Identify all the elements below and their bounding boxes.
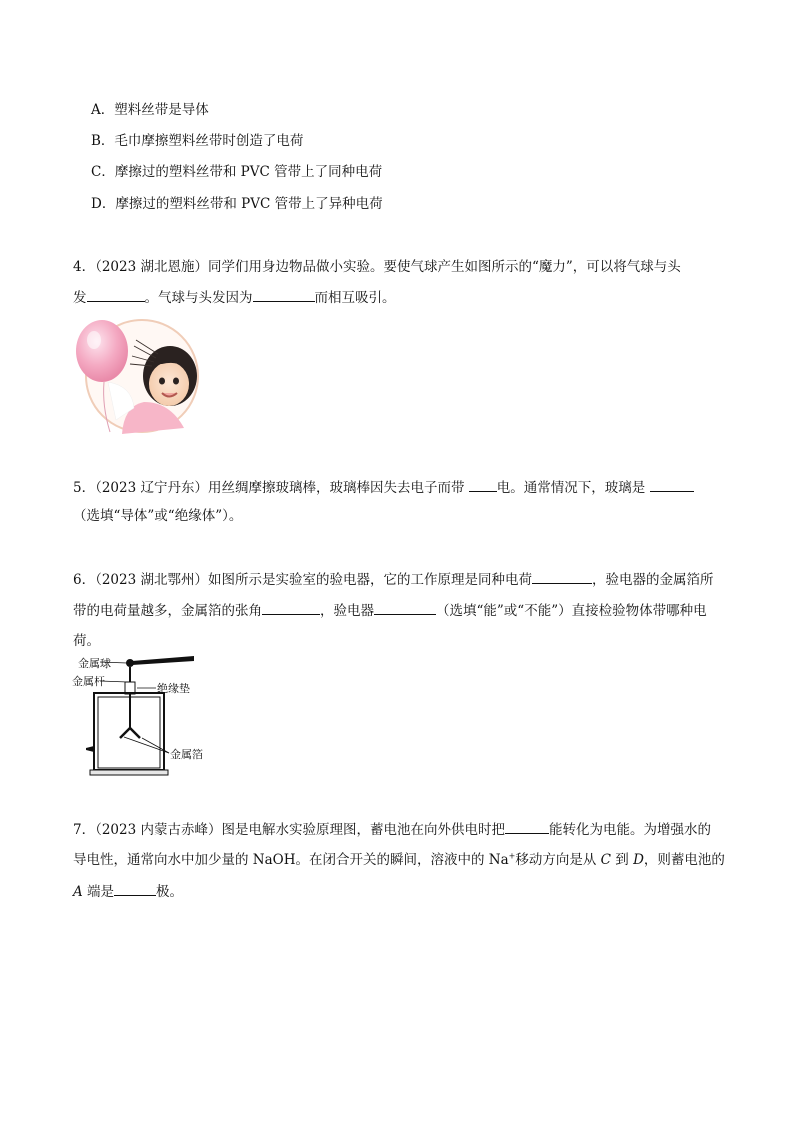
answer-blank[interactable] [374,600,436,615]
question-4-line-2: 发 。气球与头发因为 而相互吸引。 [73,287,396,308]
option-d: D．摩擦过的塑料丝带和 PVC 管带上了异种电荷 [91,196,383,212]
option-c: C．摩擦过的塑料丝带和 PVC 管带上了同种电荷 [91,164,383,180]
option-b: B．毛巾摩擦塑料丝带时创造了电荷 [91,133,304,149]
option-a: A．塑料丝带是导体 [91,102,209,118]
question-6-line-3: 荷。 [73,633,100,649]
question-6-line-2: 带的电荷量越多，金属箔的张角 ，验电器 （选填“能”或“不能”）直接检验物体带哪种电 [73,600,707,621]
label-metal-foil: 金属箔 [170,748,203,761]
question-6-line-1: 6．（2023 湖北鄂州）如图所示是实验室的验电器，它的工作原理是同种电荷 ，验电器的金属箔所 [73,569,714,590]
label-metal-rod: 金属杆 [72,675,105,688]
question-5-line-1: 5．（2023 辽宁丹东）用丝绸摩擦玻璃棒，玻璃棒因失去电子而带 电。通常情况下，玻璃是 [73,477,694,498]
answer-blank[interactable] [114,881,156,896]
question-7-line-1: 7．（2023 内蒙古赤峰）图是电解水实验原理图，蓄电池在向外供电时把 能转化为电能。为增强水的 [73,819,711,840]
answer-blank[interactable] [469,477,497,492]
answer-blank[interactable] [505,819,549,834]
question-4-line-1: 4．（2023 湖北恩施）同学们用身边物品做小实验。要使气球产生如图所示的“魔力”，可以将气球与头 [73,259,681,275]
electroscope-figure [70,652,210,782]
answer-blank[interactable] [262,600,320,615]
answer-blank[interactable] [253,287,315,302]
question-7-line-2: 导电性，通常向水中加少量的 NaOH。在闭合开关的瞬间，溶液中的 Na+移动方向是从 C 到 D，则蓄电池的 [73,851,725,868]
answer-blank[interactable] [532,569,592,584]
label-metal-ball: 金属球 [78,657,111,670]
answer-blank[interactable] [87,287,145,302]
balloon-hair-figure [74,316,204,434]
question-5-line-2: （选填“导体”或“绝缘体”）。 [73,508,243,524]
question-7-line-3: A 端是 极。 [73,881,183,902]
label-insulating-pad: 绝缘垫 [157,682,190,695]
answer-blank[interactable] [650,477,694,492]
